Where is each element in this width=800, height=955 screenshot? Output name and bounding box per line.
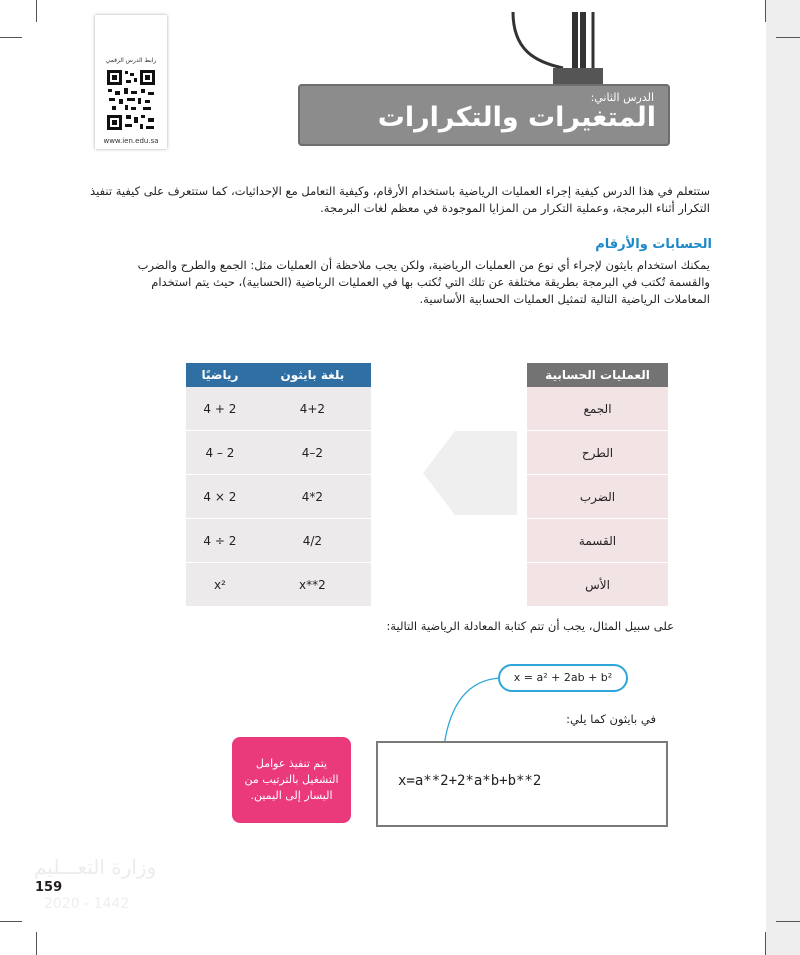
intro-line-1: ستتعلم في هذا الدرس كيفية إجراء العمليات الرياضية باستخدام الأرقام، وكيفية التعامل مع الإحداثيات، كما ستتعرف على كيفية تنفيذ <box>90 184 710 198</box>
math-cell: x² <box>186 563 254 607</box>
math-cell: 4 + 2 <box>186 387 254 431</box>
header-operations: العمليات الحسابية <box>527 363 668 387</box>
table-row <box>527 563 668 607</box>
code-line: x=a**2+2*a*b+b**2 <box>398 773 542 789</box>
header-math: رياضيًا <box>186 363 254 387</box>
qr-caption: رابط الدرس الرقمي <box>105 57 157 64</box>
lesson-title: المتغيرات والتكرارات <box>377 102 656 133</box>
table-row <box>186 563 371 607</box>
formula-pill: x = a² + 2ab + b² <box>498 664 628 692</box>
ministry-watermark: وزارة التعـــليم <box>34 855 157 879</box>
crop-mark <box>36 932 37 955</box>
lesson-banner <box>298 84 670 146</box>
intro-line-2: التكرار أثناء البرمجة، وعملية التكرار من المزايا الموجودة في معظم لغات البرمجة. <box>320 201 710 215</box>
digital-lesson-qr-card[interactable] <box>95 15 167 149</box>
code-box <box>376 741 668 827</box>
operation-cell: الطرح <box>527 431 668 475</box>
operation-cell: الأس <box>527 563 668 607</box>
table-row <box>527 519 668 563</box>
table-row <box>186 519 371 563</box>
table-row <box>527 475 668 519</box>
left-arrow-icon <box>423 431 517 515</box>
lesson-label: الدرس الثاني: <box>590 91 654 104</box>
crop-mark <box>776 37 800 38</box>
header-python: بلغة بايثون <box>254 363 371 387</box>
crop-mark <box>765 932 766 955</box>
python-label: في بايثون كما يلي: <box>566 712 656 726</box>
watermark-year: 2020 - 1442 <box>44 896 130 912</box>
table-row <box>186 387 371 431</box>
math-cell: 4 × 2 <box>186 475 254 519</box>
qr-code-icon[interactable] <box>106 69 156 131</box>
python-cell: 4–2 <box>254 431 371 475</box>
margin-strip <box>766 0 800 955</box>
crop-mark <box>0 921 22 922</box>
table-row <box>527 431 668 475</box>
page-number: 159 <box>35 880 63 895</box>
note-text: يتم تنفيذ عوامل التشغيل بالترتيب من اليسار إلى اليمين. <box>244 757 339 802</box>
math-cell: 4 – 2 <box>186 431 254 475</box>
projector-cable-illustration <box>505 10 625 88</box>
note-callout <box>232 737 351 823</box>
table-row <box>527 387 668 431</box>
arithmetic-operations-table <box>527 363 668 607</box>
python-operators-table <box>186 363 371 607</box>
section-line-1: يمكنك استخدام بايثون لإجراء أي نوع من العمليات الرياضية، ولكن يجب ملاحظة أن العمليات مثل: الجمع والطرح والضرب <box>137 258 710 272</box>
operation-cell: القسمة <box>527 519 668 563</box>
crop-mark <box>0 37 22 38</box>
math-cell: 4 ÷ 2 <box>186 519 254 563</box>
crop-mark <box>776 921 800 922</box>
python-cell: 4/2 <box>254 519 371 563</box>
table-row <box>186 475 371 519</box>
python-cell: 4+2 <box>254 387 371 431</box>
section-line-3: المعاملات الرياضية التالية لتمثيل العمليات الحسابية الأساسية. <box>419 292 710 306</box>
section-heading: الحسابات والأرقام <box>595 237 712 252</box>
crop-mark <box>36 0 37 22</box>
example-text: على سبيل المثال، يجب أن تتم كتابة المعادلة الرياضية التالية: <box>386 619 674 633</box>
python-cell: 4*2 <box>254 475 371 519</box>
operation-cell: الجمع <box>527 387 668 431</box>
qr-url[interactable]: www.ien.edu.sa <box>103 137 159 145</box>
operation-cell: الضرب <box>527 475 668 519</box>
crop-mark <box>765 0 766 22</box>
section-line-2: والقسمة تُكتب في البرمجة بطريقة مختلفة عن تلك التي تُكتب بها في العمليات الرياضية (الحسابية)، حيث يتم استخدام <box>151 275 710 289</box>
table-row <box>186 431 371 475</box>
python-cell: x**2 <box>254 563 371 607</box>
